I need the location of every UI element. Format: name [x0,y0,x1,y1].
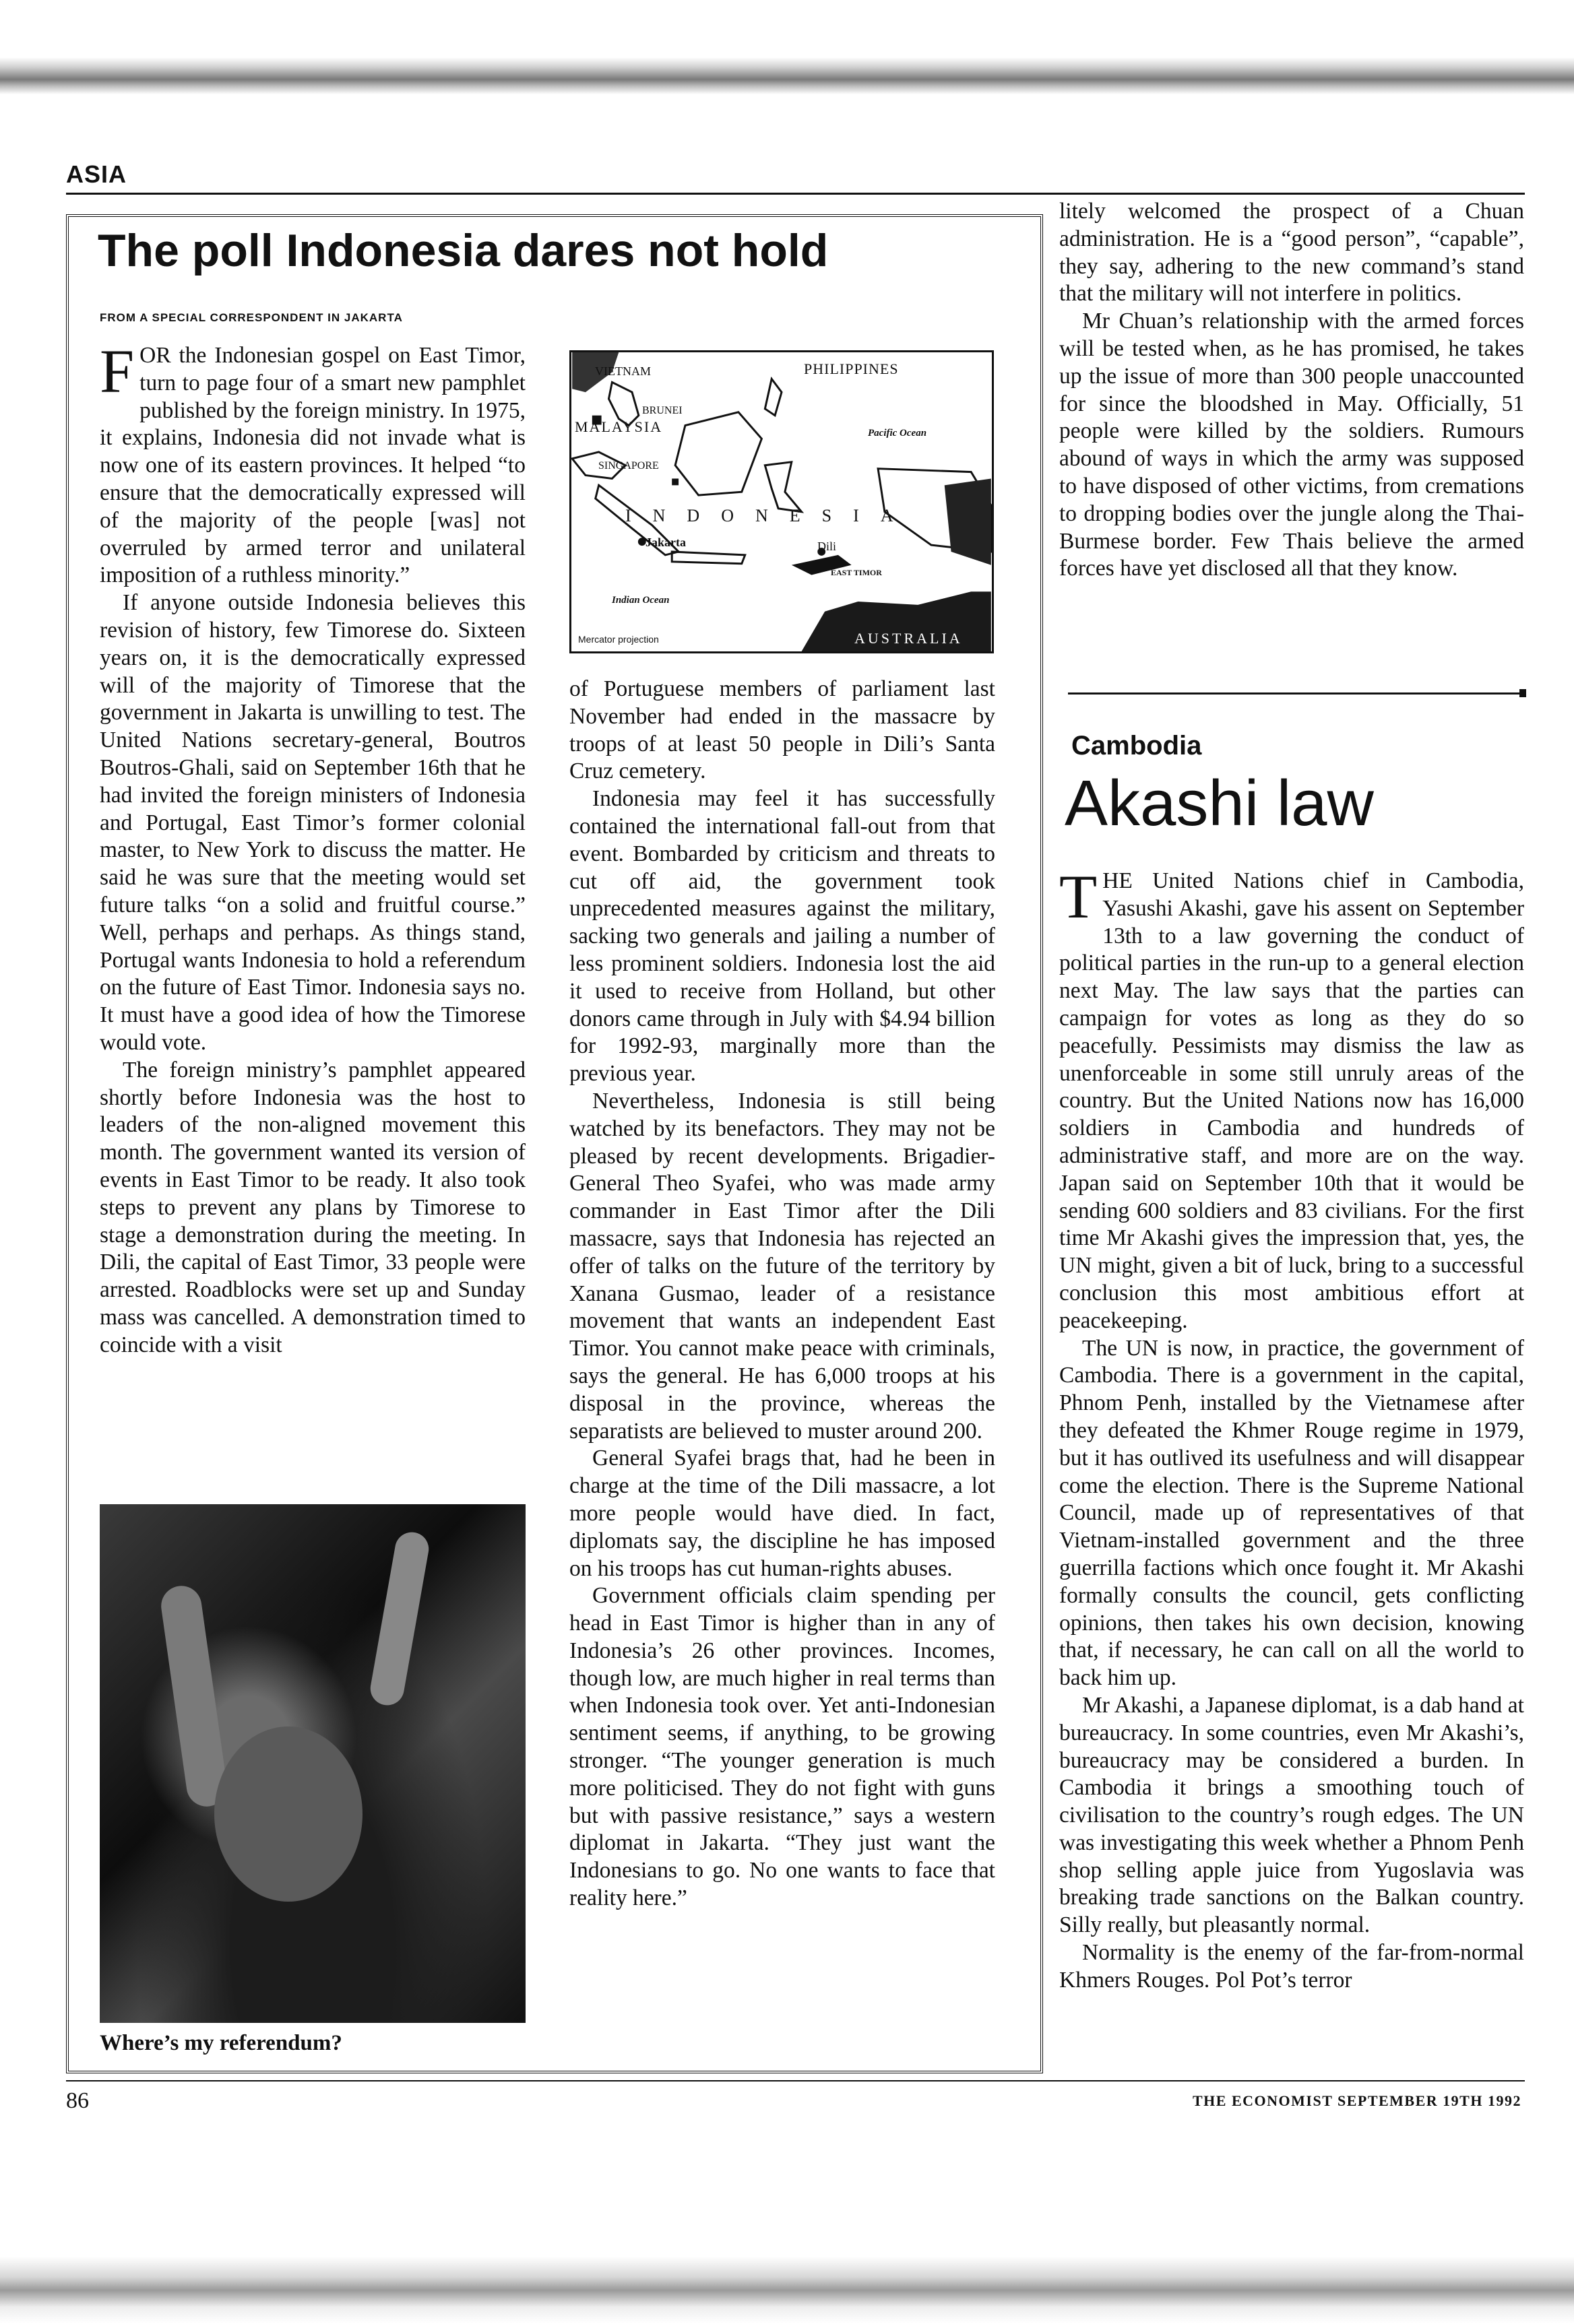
map-label-pacific-ocean: Pacific Ocean [868,428,927,439]
drop-cap: T [1059,868,1098,931]
paragraph: Mr Chuan’s relationship with the armed forces will be tested when, as he has promised, he takes up the issue of more than 300 people unaccounted for since the bloodshed in May. Officially, 51 people were killed by the soldiers. Rumours abound of ways in which the army was supposed to have disposed of other victims, from cremations to dropping bodies over the jungle along the Thai-Burmese border. Few Thais believe the armed forces have yet disclosed all that they know. [1059,309,1524,581]
photo-face [214,1726,363,1902]
map-label-indonesia: INDONESIA [625,506,915,525]
map-label-projection: Mercator projection [578,634,659,645]
article-column-2 [569,676,995,2043]
section-label: ASIA [66,160,127,188]
paragraph: litely welcomed the prospect of a Chuan administration. He is a “good person”, “capable”, they say, adhering to the new command’s stand that the military will not interfere in politics. [1059,199,1524,306]
map-label-singapore: SINGAPORE [598,460,659,472]
article-kicker: Cambodia [1071,731,1202,761]
footer-rule [66,2080,1525,2081]
singapore-marker [672,478,679,485]
lead-paragraph: THE United Nations chief in Cambodia, Yasushi Akashi, gave his assent on September 13th to a law governing the conduct of political parties in the run-up to a general election next May. The law says that the parties can campaign for votes as long as they do so peacefully. Pessimists may dismiss the law as unenforceable in some still unruly areas of the country. But the United Nations now has 16,000 soldiers in Cambodia and hundreds of administrative staff, and more are on the way. Japan said on September 10th that it would be sending 600 soldiers and 83 civilians. For the first time Mr Akashi gives the impression that, yes, the UN might, given a bit of luck, bring to a successful conclusion this most ambitious effort at peacekeeping. [1059,868,1524,1333]
protest-photo [100,1504,526,2023]
paragraph: Nevertheless, Indonesia is still being watched by its benefactors. They may not be pleased by recent developments. Brigadier-General Theo Syafei, who was made army commander in East Timor after the Dili massacre, says that Indonesia has rejected an offer of talks on the future of the territory by Xanana Gusmao, leader of a resistance movement that wants an independent East Timor. You cannot make peace with criminals, says the general. He has 6,000 troops at his disposal in the province, whereas the separatists are believed to muster around 200. [569,1088,995,1444]
publication-footer: THE ECONOMIST SEPTEMBER 19TH 1992 [1193,2092,1521,2109]
map-label-brunei: BRUNEI [642,405,683,416]
drop-cap: F [100,342,135,406]
scan-noise-top [0,0,1574,101]
map-label-indian-ocean: Indian Ocean [612,595,670,606]
map-label-australia: AUSTRALIA [854,630,963,647]
paragraph: Normality is the enemy of the far-from-normal Khmers Rouges. Pol Pot’s terror [1059,1940,1524,1993]
article-headline-2: Akashi law [1065,767,1374,839]
paragraph: The foreign ministry’s pamphlet appeared shortly before Indonesia was the host to leaders of the non-aligned movement this month. The government wanted its version of events in East Timor to be ready. It also took steps to prevent any plans by Timorese to stage a demonstration during the meeting. In Dili, the capital of East Timor, 33 people were arrested. Roadblocks were set up and Sunday mass was cancelled. A demonstration timed to coincide with a visit [100,1057,526,1357]
map-graphic [571,352,992,651]
article-byline: FROM A SPECIAL CORRESPONDENT IN JAKARTA [100,311,403,324]
paragraph: Mr Akashi, a Japanese diplomat, is a dab hand at bureaucracy. In some countries, even Mr Akashi’s, bureaucracy may be considered a burden. In Cambodia it brings a smoothing touch of civilisation to the country’s rough edges. The UN was investigating this week whether a Phnom Penh shop selling apple juice from Yugoslavia was breaking trade sanctions on the Balkan country. Silly really, but pleasantly normal. [1059,1692,1524,1938]
article-end-rule [1068,692,1526,695]
lead-paragraph: FOR the Indonesian gospel on East Timor, turn to page four of a smart new pamphlet published by the foreign ministry. In 1975, it explains, Indonesia did not invade what is now one of its eastern provinces. It helped “to ensure that the democratically expressed will of the majority of the people [was] not overruled by armed terror and unilateral imposition of a ruthless minority.” [100,342,526,588]
java-shape [672,552,745,564]
paragraph: of Portuguese members of parliament last November had ended in the massacre by troops of at least 50 people in Dili’s Santa Cruz cemetery. [569,676,995,784]
map-label-dili: Dili [817,540,837,553]
photo-raised-arm [158,1583,229,1809]
cambodia-article-column [1059,868,1524,2161]
page-number: 86 [66,2088,89,2113]
map-label-philippines: PHILIPPINES [804,360,899,377]
paragraph: Indonesia may feel it has successfully contained the international fall-out from that event. Bombarded by criticism and threats to cut off aid, the government took unprecedented measures against the military, sacking two generals and jailing a number of less prominent soldiers. Indonesia lost the aid it used to receive from Holland, but other donors came through in July with $4.94 billion for 1992-93, marginally more than the previous year. [569,786,995,1087]
map-label-vietnam: VIETNAM [595,364,651,378]
map-label-jakarta: Jakarta [646,536,686,549]
sulawesi-shape [765,462,801,512]
borneo-shape [675,412,761,495]
paragraph: General Syafei brags that, had he been in charge at the time of the Dili massacre, a lot more people would have died. In fact, diplomats say, the discipline he has imposed on his troops has cut human-rights abuses. [569,1446,995,1581]
paragraph: The UN is now, in practice, the government of Cambodia. There is a government in the capital, Phnom Penh, installed by the Vietnamese after they defeated the Khmer Rouge regime in 1979, but it has outlived its usefulness and will disappear come the election. There is the Supreme National Council, made up of representatives of that Vietnam-installed government and the three guerrilla factions which once fought it. Mr Akashi formally consults the council, gets conflicting opinions, then takes his own decision, knowing that, if necessary, he can call on all the world to back him up. [1059,1335,1524,1691]
map-label-malaysia: MALAYSIA [575,418,663,435]
philippines-shape [765,379,782,415]
article-column-1 [100,342,526,1487]
photo-raised-arm [368,1530,431,1708]
new-guinea-hatch [945,478,991,564]
previous-article-column [1059,198,1524,683]
paragraph: If anyone outside Indonesia believes this revision of history, few Timorese do. Sixteen years on, it is the democratically expressed will of the majority of Timorese that the government in Jakarta is unwilling to test. The United Nations secretary-general, Boutros Boutros-Ghali, said on September 16th that he had invited the foreign ministers of Indonesia and Portugal, East Timor’s former colonial master, to New York to discuss the matter. He said he was sure that the meeting would set future talks “on a solid and fruitful course.” Well, perhaps and perhaps. As things stand, Portugal wants Indonesia to hold a referendum on the future of East Timor. Indonesia says no. It must have a good idea of how the Timorese would vote. [100,590,526,1055]
jakarta-marker [638,538,646,546]
header-rule [66,193,1525,195]
map-label-east-timor: EAST TIMOR [831,568,882,577]
paragraph: Government officials claim spending per head in East Timor is higher than in any of Indonesia’s 26 other provinces. Incomes, though low, are much higher in real terms than when Indonesia took over. Yet anti-Indonesian sentiment seems, if anything, to be growing stronger. “The younger generation is much more politicised. They do not fight with guns but with passive resistance,” says a western diplomat in Jakarta. “They just want the Indonesians to go. No one wants to face that reality here.” [569,1583,995,1911]
article-end-mark [1519,689,1526,697]
photo-caption: Where’s my referendum? [100,2031,342,2055]
indonesia-map [569,350,994,653]
article-headline: The poll Indonesia dares not hold [98,225,829,276]
scan-noise-bottom [0,2189,1574,2324]
